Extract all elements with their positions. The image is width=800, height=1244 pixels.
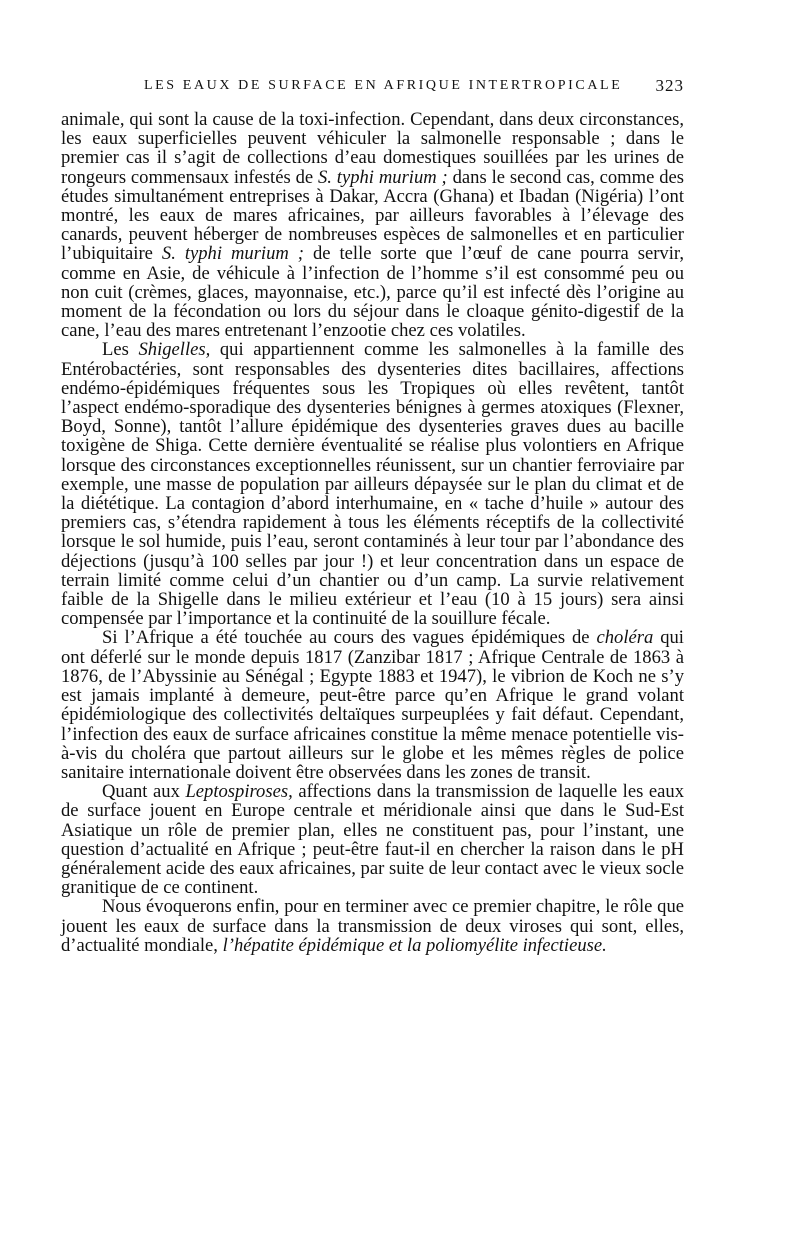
italic-text: Shigelles, [138, 339, 211, 361]
text-run: Si l’Afrique a été touchée au cours des vagues épidémiques de [102, 627, 597, 649]
paragraph [61, 897, 684, 955]
paragraph [61, 628, 684, 782]
paragraph [61, 110, 684, 340]
text-run: dans le second cas, comme des études simultanément entreprises à Dakar, Accra (Ghana) et Ibadan (Nigéria) l’ont montré, les eaux de mares africaines, par ailleurs favorables à l’élevage des canards, peuvent héberger de nombreuses espèces de salmonelles et en particulier l’ubiquitaire [61, 166, 684, 265]
running-title: LES EAUX DE SURFACE EN AFRIQUE INTERTROPICALE [144, 78, 623, 93]
running-head [61, 74, 684, 100]
text-run: qui ont déferlé sur le monde depuis 1817 (Zanzibar 1817 ; Afrique Centrale de 1863 à 1876, de l’Abyssinie au Sénégal ; Egypte 1883 et 1947), le vibrion de Koch ne s’y est jamais implanté à demeure, peut-être parce qu’en Afrique le grand volant épidémiologique des collectivités deltaïques surpeuplées y fait défaut. Cependant, l’infection des eaux de surface africaines constitue la même menace potentielle vis-à-vis du choléra que partout ailleurs sur le globe et les mêmes règles de police sanitaire internationale doivent être observées dans les zones de transit. [61, 627, 684, 783]
italic-text: Leptospiroses, [185, 781, 293, 803]
italic-text: S. typhi murium ; [161, 243, 304, 265]
paragraph [61, 340, 684, 628]
paragraph [61, 782, 684, 897]
italic-text: S. typhi murium ; [317, 166, 448, 188]
italic-text: l’hépatite épidémique et la poliomyélite infectieuse. [222, 934, 607, 956]
book-page [61, 74, 684, 955]
text-run: de telle sorte que l’œuf de cane pourra servir, comme en Asie, de véhicule à l’infection de l’homme s’il est consommé peu ou non cuit (crèmes, glaces, mayonnaise, etc.), parce qu’il est infecté dès l’origine au moment de la fécondation ou lors du séjour dans le cloaque génito-digestif de la cane, l’eau des mares entretenant l’enzootie chez ces volatiles. [61, 243, 684, 342]
text-run: Quant aux [102, 781, 186, 803]
text-run: Nous évoquerons enfin, pour en terminer avec ce premier chapitre, le rôle que jouent les eaux de surface dans la transmission de deux viroses qui sont, elles, d’actualité mondiale, [61, 896, 684, 956]
italic-text: choléra [596, 627, 654, 649]
text-run: affections dans la transmission de laquelle les eaux de surface jouent en Europe centrale et méridionale ainsi que dans le Sud-Est Asiatique un rôle de premier plan, elles ne constituent pas, pour l’instant, une question d’actualité en Afrique ; peut-être faut-il en chercher la raison dans le pH généralement acide des eaux africaines, par suite de leur contact avec le vieux socle granitique de ce continent. [61, 781, 684, 899]
text-run: animale, qui sont la cause de la toxi-infection. Cependant, dans deux circonstances, les eaux superficielles peuvent véhiculer la salmonelle responsable ; dans le premier cas il s’agit de collections d’eau domestiques souillées par les urines de rongeurs commensaux infestés de [61, 109, 684, 188]
page-number: 323 [655, 76, 684, 95]
text-run: qui appartiennent comme les salmonelles à la famille des Entérobactéries, sont responsables des dysenteries dites bacillaires, affections endémo-épidémiques fréquentes sous les Tropiques où elles revêtent, tantôt l’aspect endémo-sporadique des dysenteries bénignes à germes atoxiques (Flexner, Boyd, Sonne), tantôt l’allure épidémique des dysenteries graves dues au bacille toxigène de Shiga. Cette dernière éventualité se réalise plus volontiers en Afrique lorsque des circonstances exceptionnelles réunissent, sur un chantier ferroviaire par exemple, une masse de population par ailleurs dépaysée sur le plan du climat et de la diététique. La contagion d’abord interhumaine, en « tache d’huile » autour des premiers cas, s’étendra rapidement à tous les éléments réceptifs de la collectivité lorsque le sol humide, puis l’eau, seront contaminés à leur tour par l’abondance des déjections (jusqu’à 100 selles par jour !) et leur concentration dans un espace de terrain limité comme celui d’un chantier ou d’un camp. La survie relativement faible de la Shigelle dans le milieu extérieur et l’eau (10 à 15 jours) sera ainsi compensée par l’importance et la continuité de la souillure fécale. [61, 339, 684, 630]
body-text [61, 110, 684, 955]
text-run: Les [102, 339, 139, 361]
